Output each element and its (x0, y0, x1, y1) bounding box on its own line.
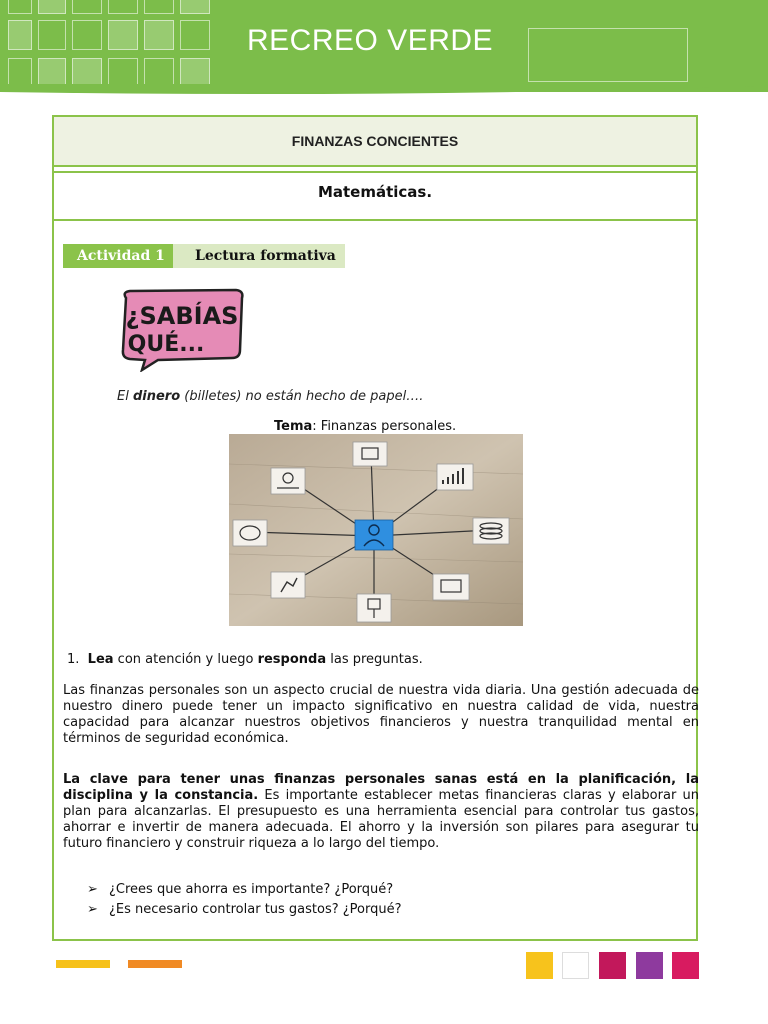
hint-prefix: El (117, 389, 133, 404)
footer-square-yellow (526, 952, 553, 979)
icon-cube-running (271, 572, 305, 598)
sabias-line1: ¿SABÍAS (125, 302, 239, 330)
header-decor-box (528, 28, 688, 82)
tema-value: : Finanzas personales. (312, 419, 457, 434)
icon-cube-person (355, 520, 393, 550)
icon-cube-coins (473, 518, 509, 544)
instruction-bold-responda: responda (257, 652, 327, 667)
activity-label (63, 244, 345, 268)
footer-bar-orange (128, 960, 182, 968)
icon-cube-salary (271, 468, 305, 494)
question-item (87, 882, 393, 897)
hint-bold: dinero (132, 389, 181, 404)
paragraph-2-bold: La clave para tener unas finanzas personales sanas está en la planificación, la disciplina y la constancia. (63, 772, 699, 803)
bullet-arrow-icon: ➢ (87, 882, 98, 897)
icon-cube-money-stack (433, 574, 469, 600)
paragraph-1: Las finanzas personales son un aspecto crucial de nuestra vida diaria. Una gestión adecuada de nuestro dinero puede tener un impacto significativo en nuestra calidad de vida, nuestra capacidad para alcanzar nuestros objetivos financieros y nuestra tranquilidad mental en términos de seguridad económica. (63, 683, 699, 746)
footer-square-purple (636, 952, 663, 979)
instruction-line (67, 652, 423, 667)
header-title: RECREO VERDE (247, 24, 494, 57)
question-text: ¿Es necesario controlar tus gastos? ¿Porqué? (109, 902, 402, 917)
instruction-end: las preguntas. (326, 652, 423, 667)
activity-name: Lectura formativa (173, 244, 345, 268)
question-text: ¿Crees que ahorra es importante? ¿Porqué? (109, 882, 394, 897)
section-title: FINANZAS CONCIENTES (52, 115, 698, 167)
paragraph-2 (63, 772, 699, 852)
footer-square-pink (672, 952, 699, 979)
hint-line (117, 389, 423, 404)
icon-cube-investment (357, 594, 391, 622)
sabias-line2: QUÉ... (127, 332, 205, 357)
activity-number: Actividad 1 (63, 244, 173, 268)
instruction-mid: con atención y luego (113, 652, 258, 667)
header-wave (0, 84, 768, 98)
bullet-arrow-icon: ➢ (87, 902, 98, 917)
footer-square-crimson (599, 952, 626, 979)
icon-cube-growth-chart (437, 464, 473, 490)
footer-square-white (562, 952, 589, 979)
paragraph-2-rest: Es importante establecer metas financieras claras y elaborar un plan para alcanzarlas. El presupuesto es una herramienta esencial para controlar tus gastos, ahorrar e invertir de manera adecuada. El ahorro y la inversión son pilares para asegurar tu futuro financiero y construir riqueza a lo largo del tiempo. (63, 788, 699, 851)
sabias-que-bubble (118, 288, 246, 372)
icon-cube-budget (353, 442, 387, 466)
finance-network-photo (229, 434, 523, 626)
instruction-number: 1. (67, 652, 80, 667)
instruction-bold-lea: Lea (87, 652, 114, 667)
question-item (87, 902, 402, 917)
footer-bar-yellow (56, 960, 110, 968)
subject-title: Matemáticas. (52, 171, 698, 221)
tema-line (274, 419, 456, 434)
tema-label: Tema (274, 419, 313, 434)
icon-cube-piggy-bank (233, 520, 267, 546)
header-banner (0, 0, 768, 92)
hint-suffix: (billetes) no están hecho de papel…. (180, 389, 424, 404)
header-tile-pattern (0, 0, 220, 92)
